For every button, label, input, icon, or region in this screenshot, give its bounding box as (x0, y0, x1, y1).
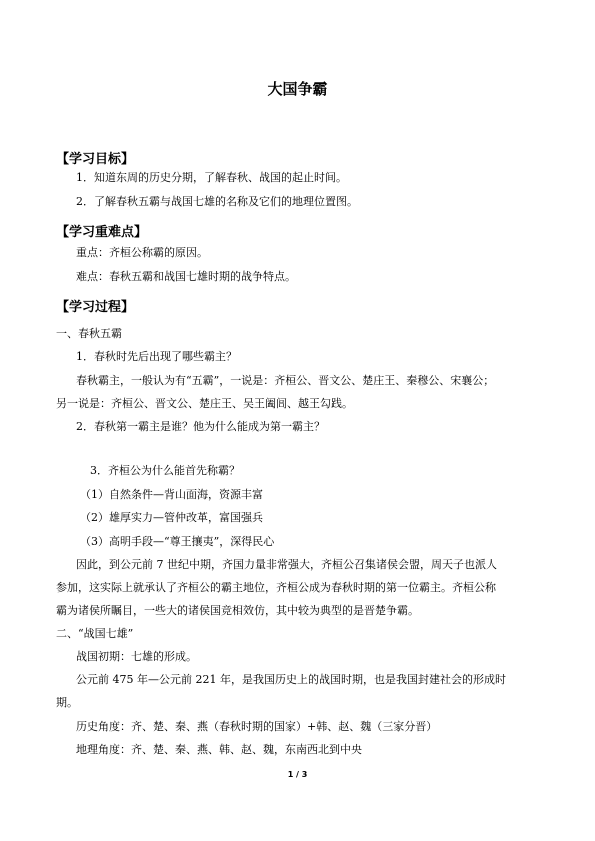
period-line-1: 公元前 475 年—公元前 221 年，是我国历史上的战国时期，也是我国封建社会的形成时 (76, 673, 506, 686)
period-line-2: 期。 (56, 696, 78, 709)
section-heading-key-points: 【学习重难点】 (56, 225, 148, 240)
question-1: 1．春秋时先后出现了哪些霸主？ (76, 350, 237, 363)
conclusion-line-1: 因此，到公元前 7 世纪中期，齐国力量非常强大，齐桓公召集诸侯会盟，周天子也派人 (76, 558, 497, 571)
key-point-focus: 重点：齐桓公称霸的原因。 (76, 246, 208, 259)
conclusion-line-3: 霸为诸侯所瞩目，一些大的诸侯国竞相效仿，其中较为典型的是晋楚争霸。 (56, 604, 419, 617)
reason-2: （2）雄厚实力—管仲改革，富国强兵 (80, 511, 263, 524)
geography-view: 地理角度：齐、楚、秦、燕、韩、赵、魏，东南西北到中央 (76, 743, 362, 756)
key-point-difficulty: 难点：春秋五霸和战国七雄时期的战争特点。 (76, 270, 296, 283)
reason-1: （1）自然条件—背山面海，资源丰富 (80, 488, 263, 501)
part2-heading: 二、“战国七雄” (56, 627, 134, 640)
section-heading-process: 【学习过程】 (56, 300, 135, 315)
conclusion-line-2: 参加，这实际上就承认了齐桓公的霸主地位，齐桓公成为春秋时期的第一位霸主。齐桓公称 (56, 581, 496, 594)
page-number: 1 / 3 (287, 770, 308, 779)
question-2: 2．春秋第一霸主是谁？他为什么能成为第一霸主？ (76, 420, 325, 433)
answer-1-line-1: 春秋霸主，一般认为有“五霸”，一说是：齐桓公、晋文公、楚庄王、秦穆公、宋襄公； (76, 374, 495, 387)
goal-item-2: 2．了解春秋五霸与战国七雄的名称及它们的地理位置图。 (76, 195, 358, 208)
reason-3: （3）高明手段—“尊王攘夷”，深得民心 (80, 535, 275, 548)
answer-1-line-2: 另一说是：齐桓公、晋文公、楚庄王、吴王阖闾、越王勾践。 (56, 397, 353, 410)
history-view: 历史角度：齐、楚、秦、燕（春秋时期的国家）+韩、赵、魏（三家分晋） (76, 720, 438, 733)
part1-heading: 一、春秋五霸 (56, 327, 122, 340)
page-title: 大国争霸 (267, 80, 328, 98)
section-heading-goals: 【学习目标】 (56, 152, 135, 167)
early-warring-states: 战国初期：七雄的形成。 (76, 650, 197, 663)
question-3: 3．齐桓公为什么能首先称霸？ (90, 464, 240, 477)
goal-item-1: 1．知道东周的历史分期，了解春秋、战国的起止时间。 (76, 171, 347, 184)
